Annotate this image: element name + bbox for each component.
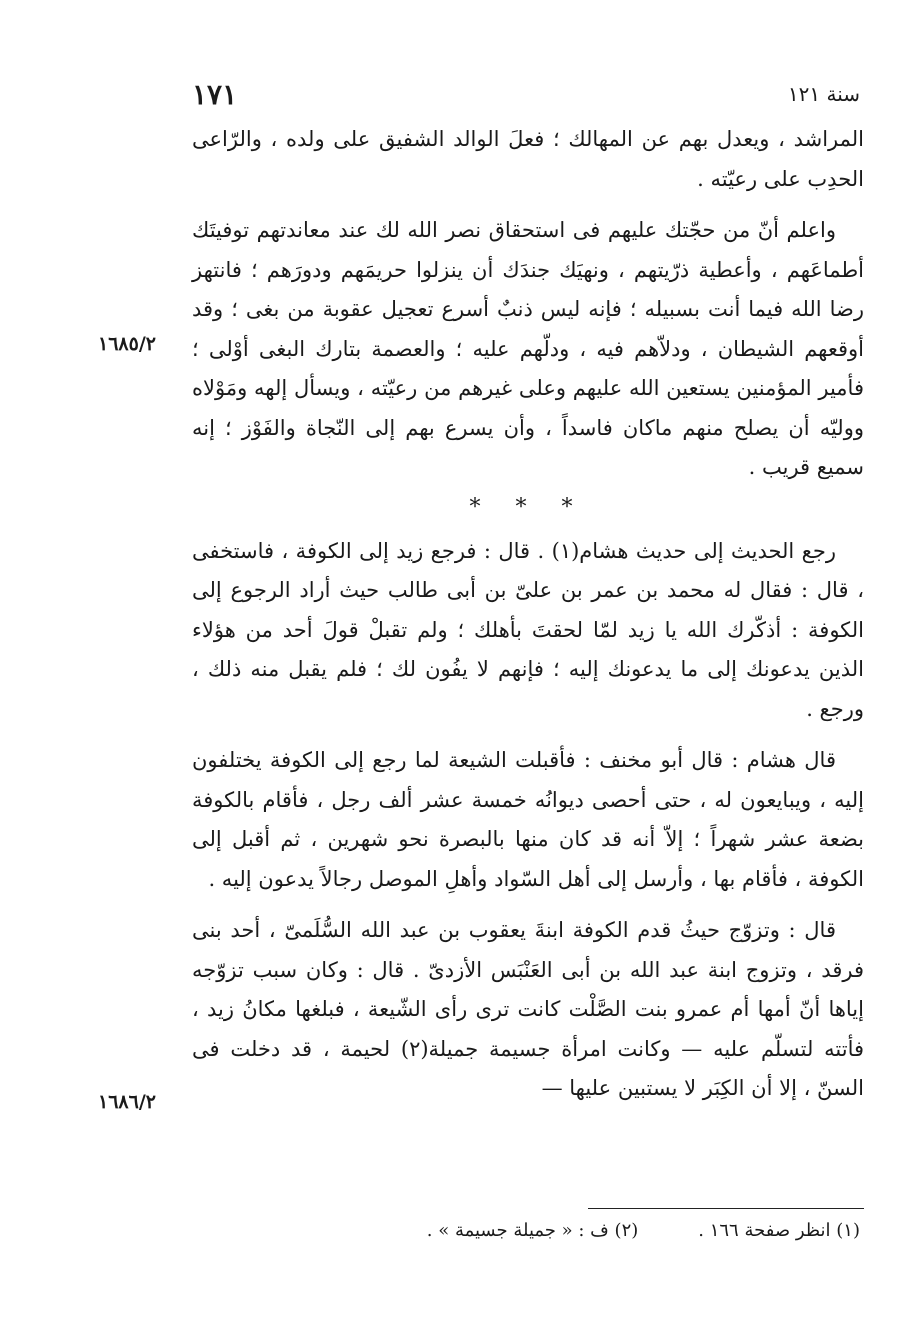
page-number: ١٧١ bbox=[192, 78, 238, 111]
paragraph-5: قال : وتزوّج حيثُ قدم الكوفة ابنةَ يعقوب بن عبد الله السُّلَمىّ ، أحد بنى فرقد ، وتزوج ابنة عبد الله بن أبى العَنْبَس الأزدىّ . قال : وكان سبب تزوّجه إياها أنّ أمها أم عمرو بنت الصَّلْت كانت ترى رأى الشّيعة ، فبلغها مكانُ زيد ، فأتته لتسلّم عليه — وكانت امرأة جسيمة جميلة(٢) لحيمة ، قد دخلت فى السنّ ، إلا أن الكِبَر لا يستبين عليها — bbox=[192, 918, 865, 1100]
page-header bbox=[192, 78, 860, 118]
section-separator: * * * bbox=[469, 494, 587, 520]
paragraph-1: المراشد ، ويعدل بهم عن المهالك ؛ فعلَ الوالد الشفيق على ولده ، والرّاعى الحدِب على رعيّته . bbox=[192, 127, 864, 191]
paragraph-3: رجع الحديث إلى حديث هشام(١) . قال : فرجع زيد إلى الكوفة ، فاستخفى ، قال : فقال له محمد بن عمر بن علىّ بن أبى طالب حيث أراد الرجوع إلى الكوفة : أذكّرك الله يا زيد لمّا لحقتَ بأهلك ؛ ولم تقبلْ قولَ أحد من هؤلاء الذين يدعونك إلى ما يدعونك إليه ؛ فإنهم لا يفُون لك ؛ فلم يقبل منه ذلك ، ورجع . bbox=[192, 538, 864, 721]
main-text bbox=[192, 120, 864, 1109]
running-head-year: سنة ١٢١ bbox=[787, 82, 860, 106]
paragraph-4: قال هشام : قال أبو مخنف : فأقبلت الشيعة لما رجع إلى الكوفة يختلفون إليه ، ويبايعون له ، حتى أحصى ديوانُه خمسة عشر ألف رجل ، فأقام بالكوفة بضعة عشر شهراً ؛ إلاّ أنه قد كان منها بالبصرة نحو شهرين ، ثم أقبل إلى الكوفة ، فأقام بها ، وأرسل إلى أهل السّواد وأهلِ الموصل رجالاً يدعون إليه . bbox=[192, 748, 864, 891]
margin-reference-1686: ١٦٨٦/٢ bbox=[98, 1091, 156, 1113]
footnote-2: (٢) ف : « جميلة جسيمة » . bbox=[426, 1220, 639, 1241]
margin-reference-1685: ١٦٨٥/٢ bbox=[98, 333, 156, 355]
footnote-divider bbox=[588, 1208, 864, 1209]
footnote-1: (١) انظر صفحة ١٦٦ . bbox=[698, 1220, 860, 1241]
paragraph-2: واعلم أنّ من حجّتك عليهم فى استحقاق نصر الله لك عند معاندتهم توفيتَك أطماعَهم ، وأعطية ذرّيتهم ، ونهيَك جندَك أن ينزلوا حريمَهم ودورَهم ؛ فانتهز رضا الله فيما أنت بسبيله ؛ فإنه ليس ذنبٌ أسرع تعجيل عقوبة من بغى ؛ وقد أوقعهم الشيطان ، ودلاّهم فيه ، ودلّهم عليه ؛ والعصمة بتارك البغى أوْلى ؛ فأمير المؤمنين يستعين الله عليهم وعلى غيرهم من رعيّته ، ويسأل إلهه ومَوْلاه ووليّه أن يصلح منهم ماكان فاسداً ، وأن يسرع بهم إلى النّجاة والفَوْز ؛ إنه سميع قريب . bbox=[192, 218, 864, 479]
footnotes bbox=[320, 1220, 860, 1241]
